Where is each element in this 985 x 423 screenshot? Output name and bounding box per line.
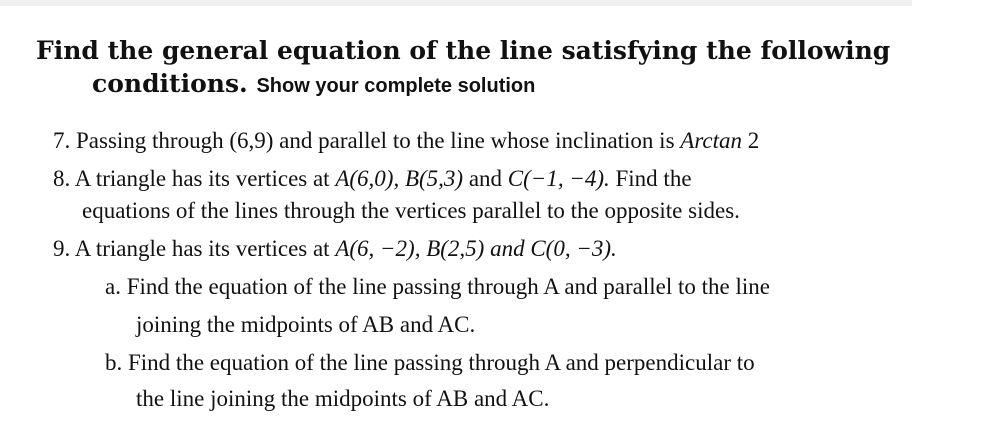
problem-8-continuation: equations of the lines through the vertices parallel to the opposite sides.	[82, 198, 740, 223]
title-line-2	[36, 67, 966, 103]
top-divider	[0, 0, 912, 6]
page-title	[36, 34, 966, 103]
problem-8-text: A triangle has its vertices at	[74, 166, 330, 191]
problem-9b-label: b.	[105, 350, 123, 375]
title-conditions: conditions.	[92, 69, 248, 98]
problem-9b-line-2: the line joining the midpoints of AB and AC.	[136, 386, 550, 411]
problem-8-text-end: Find the	[615, 166, 692, 191]
problem-8-and: and	[468, 166, 503, 191]
problem-9a	[105, 274, 770, 300]
problem-9b	[105, 350, 755, 376]
problem-9-math: A(6, −2), B(2,5) and C(0, −3).	[335, 236, 617, 261]
problem-9	[53, 236, 617, 262]
problem-8-math-c: C(−1, −4).	[507, 166, 610, 191]
problem-8-math-ab: A(6,0), B(5,3)	[335, 166, 464, 191]
problem-9-number: 9.	[53, 236, 71, 261]
problem-9a-line-2: joining the midpoints of AB and AC.	[136, 312, 476, 337]
title-line-1: Find the general equation of the line satisfying the following	[36, 36, 891, 65]
problem-9-text: A triangle has its vertices at	[74, 236, 330, 261]
problem-7-text: Passing through (6,9) and parallel to the line whose inclination is	[76, 128, 675, 153]
problem-9b-line-1: Find the equation of the line passing through A and perpendicular to	[128, 350, 755, 375]
problem-9a-label: a.	[105, 274, 121, 299]
problem-8-number: 8.	[53, 166, 71, 191]
problem-8	[53, 166, 692, 192]
problem-7	[53, 128, 759, 154]
instruction-text: Show your complete solution	[256, 75, 536, 97]
problem-9a-line-1: Find the equation of the line passing through A and parallel to the line	[126, 274, 770, 299]
problem-7-number: 7.	[53, 128, 71, 153]
problem-7-math: Arctan	[680, 128, 743, 153]
problem-7-text-end: 2	[747, 128, 760, 153]
